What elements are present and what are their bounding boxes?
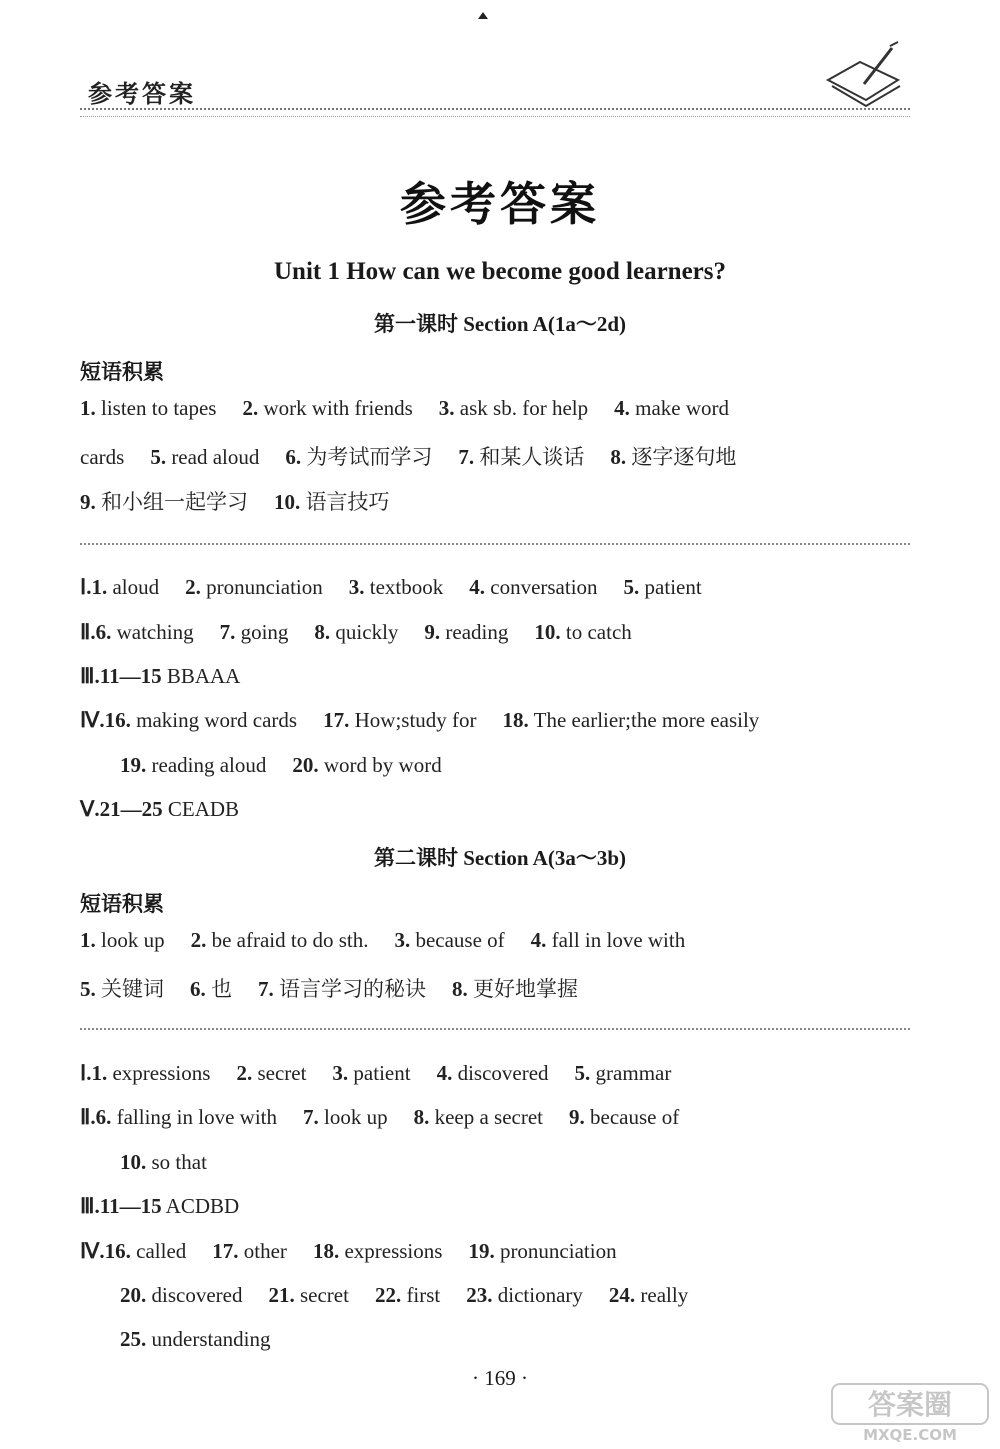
exercise-roman-numeral: Ⅲ. — [80, 1194, 100, 1218]
item-number: 3. — [394, 928, 411, 952]
dotted-divider — [80, 1028, 910, 1030]
answer-item — [96, 1105, 277, 1129]
answer-item — [424, 620, 508, 644]
exercise-line — [80, 620, 658, 645]
answer-text: going — [240, 620, 289, 644]
answer-text: dictionary — [497, 1283, 583, 1307]
phrase-line — [80, 441, 762, 471]
exercise-line — [80, 1194, 265, 1219]
item-text: read aloud — [171, 445, 260, 469]
item-number: 5. — [150, 445, 167, 469]
answer-item — [105, 1239, 187, 1263]
answer-number: 2. — [236, 1061, 253, 1085]
answer-number: 21—25 — [99, 797, 163, 821]
exercise-roman-numeral: Ⅱ. — [80, 1105, 96, 1129]
answer-number: 6. — [95, 620, 112, 644]
answer-number: 9. — [424, 620, 441, 644]
phrase-line — [80, 973, 604, 1003]
phrase-item — [80, 928, 165, 952]
answer-item — [120, 1283, 242, 1307]
answer-number: 9. — [569, 1105, 585, 1129]
answer-item — [120, 1150, 207, 1174]
exercise-roman-numeral: Ⅳ. — [80, 708, 105, 732]
exercise-roman-numeral: Ⅱ. — [80, 620, 96, 644]
answer-number: 20. — [120, 1283, 147, 1307]
page-number: · 169 · — [472, 1366, 528, 1390]
answer-item — [534, 620, 631, 644]
answer-item — [96, 620, 194, 644]
answer-text: so that — [151, 1150, 207, 1174]
answer-text: look up — [324, 1105, 388, 1129]
answer-item — [332, 1061, 410, 1085]
item-text: ask sb. for help — [459, 396, 589, 420]
answer-item — [349, 575, 444, 599]
answer-item — [437, 1061, 549, 1085]
exercise-roman-numeral: Ⅰ. — [80, 575, 92, 599]
phrase-item — [394, 928, 504, 952]
phrase-item — [150, 445, 259, 469]
answer-number: 17. — [212, 1239, 239, 1263]
phrase-item — [190, 977, 232, 1001]
answer-text: expressions — [112, 1061, 211, 1085]
answer-number: 21. — [268, 1283, 295, 1307]
item-number: 1. — [80, 928, 96, 952]
answer-item — [120, 753, 266, 777]
phrase-item — [458, 445, 584, 469]
item-text: 和某人谈话 — [479, 445, 585, 469]
answer-number: 18. — [312, 1239, 340, 1263]
notebook-pen-icon — [820, 40, 910, 110]
phrase-item — [80, 977, 164, 1001]
answer-number: 5. — [623, 575, 640, 599]
item-text: 和小组一起学习 — [101, 490, 248, 514]
answer-text: first — [406, 1283, 441, 1307]
answer-number: 7. — [303, 1105, 319, 1129]
answer-number: 4. — [436, 1061, 453, 1085]
answer-number: 3. — [348, 575, 365, 599]
answer-text: word by word — [323, 753, 442, 777]
answer-item — [414, 1105, 543, 1129]
answer-text: keep a secret — [434, 1105, 544, 1129]
answer-item — [100, 797, 239, 821]
item-text: cards — [80, 445, 125, 469]
phrase-line — [80, 486, 416, 516]
exercise-line — [80, 1239, 643, 1264]
answer-number: 11—15 — [99, 1194, 162, 1218]
phrase-item — [242, 396, 412, 420]
item-number: 10. — [274, 490, 301, 514]
exercise-line — [120, 1283, 714, 1308]
answer-text: reading — [445, 620, 509, 644]
exercise-line — [120, 753, 468, 778]
exercise-roman-numeral: Ⅴ. — [80, 797, 100, 821]
answer-number: 6. — [95, 1105, 112, 1129]
answer-text: discovered — [457, 1061, 549, 1085]
answer-text: conversation — [490, 575, 598, 599]
phrase-item — [80, 445, 124, 469]
answer-item — [469, 575, 597, 599]
phrase-item — [610, 445, 736, 469]
section-title: 第一课时 Section A(1a～2d) — [374, 312, 626, 336]
answer-number: 11—15 — [99, 664, 162, 688]
answer-text: How;study for — [354, 708, 477, 732]
answer-text: BBAAA — [166, 664, 241, 688]
item-text: 为考试而学习 — [306, 445, 433, 469]
exercise-roman-numeral: Ⅲ. — [80, 664, 100, 688]
answer-number: 16. — [104, 1239, 131, 1263]
unit-title: Unit 1 How can we become good learners? — [273, 258, 726, 285]
dotted-divider — [80, 543, 910, 545]
section-title: 第二课时 Section A(3a～3b) — [374, 846, 626, 870]
page-title: 参考答案 — [400, 177, 600, 231]
answer-text: expressions — [344, 1239, 443, 1263]
answer-number: 19. — [468, 1239, 495, 1263]
phrase-heading: 短语积累 — [80, 360, 164, 384]
answer-item — [314, 620, 398, 644]
exercise-line — [80, 708, 785, 733]
answer-text: understanding — [151, 1327, 271, 1351]
phrase-line — [80, 928, 711, 953]
answer-number: 8. — [314, 620, 331, 644]
answer-item — [120, 1327, 270, 1351]
answer-number: 5. — [574, 1061, 591, 1085]
answer-item — [575, 1061, 672, 1085]
item-text: 语言技巧 — [305, 490, 390, 514]
answer-text: watching — [116, 620, 194, 644]
answer-item — [313, 1239, 443, 1263]
answer-item — [303, 1105, 388, 1129]
answer-text: to catch — [565, 620, 632, 644]
item-number: 6. — [285, 445, 302, 469]
answer-item — [323, 708, 476, 732]
phrase-item — [439, 396, 588, 420]
exercise-roman-numeral: Ⅳ. — [80, 1239, 105, 1263]
phrase-item — [191, 928, 369, 952]
item-number: 9. — [80, 490, 96, 514]
answer-text: really — [640, 1283, 689, 1307]
item-text: listen to tapes — [101, 396, 217, 420]
answer-item — [292, 753, 441, 777]
watermark-bottom-text: MXQE.COM — [863, 1426, 957, 1444]
item-number: 7. — [258, 977, 274, 1001]
answer-item — [220, 620, 289, 644]
answer-text: because of — [590, 1105, 680, 1129]
answer-number: 20. — [292, 753, 319, 777]
item-number: 5. — [80, 977, 96, 1001]
item-text: 关键词 — [101, 977, 164, 1001]
exercise-line — [80, 575, 728, 600]
answer-number: 16. — [104, 708, 131, 732]
answer-item — [91, 1061, 210, 1085]
exercise-line — [80, 1105, 705, 1130]
answer-item — [91, 575, 159, 599]
answer-number: 24. — [608, 1283, 636, 1307]
answer-number: 1. — [91, 1061, 108, 1085]
answer-number: 19. — [120, 753, 147, 777]
answer-text: other — [243, 1239, 287, 1263]
answer-number: 10. — [534, 620, 561, 644]
answer-text: patient — [353, 1061, 411, 1085]
exercise-line — [120, 1327, 296, 1352]
answer-text: ACDBD — [165, 1194, 240, 1218]
phrase-item — [80, 396, 216, 420]
top-marker — [478, 12, 488, 19]
answer-item — [236, 1061, 306, 1085]
header-divider — [80, 108, 910, 117]
item-text: make word — [635, 396, 729, 420]
answer-text: secret — [257, 1061, 307, 1085]
answer-text: aloud — [112, 575, 160, 599]
item-number: 2. — [190, 928, 207, 952]
answer-number: 1. — [91, 575, 108, 599]
answer-item — [185, 575, 323, 599]
phrase-line — [80, 396, 755, 421]
item-number: 6. — [190, 977, 206, 1001]
item-number: 3. — [438, 396, 455, 420]
item-number: 8. — [452, 977, 468, 1001]
answer-item — [100, 1194, 239, 1218]
exercise-line — [80, 1061, 697, 1086]
answer-number: 7. — [219, 620, 236, 644]
watermark-logo — [830, 1382, 990, 1444]
answer-text: called — [136, 1239, 187, 1263]
answer-text: reading aloud — [151, 753, 267, 777]
item-number: 4. — [614, 396, 630, 420]
answer-item — [503, 708, 760, 732]
phrase-item — [80, 490, 248, 514]
answer-number: 17. — [323, 708, 350, 732]
answer-item — [268, 1283, 348, 1307]
header-label: 参考答案 — [88, 80, 196, 108]
phrase-item — [258, 977, 426, 1001]
exercise-line — [80, 797, 265, 822]
item-text: be afraid to do sth. — [211, 928, 369, 952]
answer-number: 4. — [469, 575, 485, 599]
answer-text: falling in love with — [116, 1105, 277, 1129]
item-number: 8. — [610, 445, 627, 469]
answer-text: textbook — [369, 575, 444, 599]
answer-text: CEADB — [167, 797, 240, 821]
item-number: 7. — [458, 445, 475, 469]
answer-number: 8. — [413, 1105, 430, 1129]
item-text: look up — [101, 928, 165, 952]
answer-number: 18. — [502, 708, 529, 732]
answer-item — [624, 575, 702, 599]
item-text: 语言学习的秘诀 — [279, 977, 426, 1001]
exercise-line — [120, 1150, 233, 1175]
phrase-item — [285, 445, 432, 469]
answer-item — [569, 1105, 679, 1129]
phrase-item — [531, 928, 686, 952]
answer-text: pronunciation — [499, 1239, 617, 1263]
answer-text: secret — [299, 1283, 349, 1307]
item-text: 更好地掌握 — [473, 977, 578, 1001]
answer-text: patient — [644, 575, 702, 599]
answer-item — [609, 1283, 688, 1307]
answer-number: 10. — [120, 1150, 147, 1174]
answer-text: discovered — [151, 1283, 243, 1307]
item-number: 1. — [80, 396, 96, 420]
answer-text: quickly — [335, 620, 399, 644]
item-number: 2. — [242, 396, 259, 420]
phrase-item — [274, 490, 390, 514]
answer-number: 2. — [185, 575, 201, 599]
answer-text: making word cards — [136, 708, 298, 732]
watermark-top-text: 答案圈 — [867, 1388, 953, 1421]
answer-number: 23. — [466, 1283, 493, 1307]
answer-text: The earlier;the more easily — [533, 708, 760, 732]
exercise-line — [80, 664, 266, 689]
answer-item — [375, 1283, 440, 1307]
answer-text: grammar — [595, 1061, 672, 1085]
answer-number: 22. — [374, 1283, 402, 1307]
answer-number: 3. — [332, 1061, 349, 1085]
item-text: fall in love with — [551, 928, 686, 952]
answer-item — [468, 1239, 616, 1263]
answer-number: 25. — [120, 1327, 147, 1351]
item-text: work with friends — [263, 396, 413, 420]
answer-text: pronunciation — [206, 575, 323, 599]
answer-item — [212, 1239, 287, 1263]
item-text: because of — [415, 928, 505, 952]
phrase-item — [614, 396, 729, 420]
answer-item — [105, 708, 297, 732]
exercise-roman-numeral: Ⅰ. — [80, 1061, 92, 1085]
phrase-item — [452, 977, 578, 1001]
item-text: 也 — [211, 977, 232, 1001]
phrase-heading: 短语积累 — [80, 892, 164, 916]
answer-item — [466, 1283, 583, 1307]
answer-item — [100, 664, 241, 688]
item-text: 逐字逐句地 — [631, 445, 737, 469]
item-number: 4. — [530, 928, 547, 952]
